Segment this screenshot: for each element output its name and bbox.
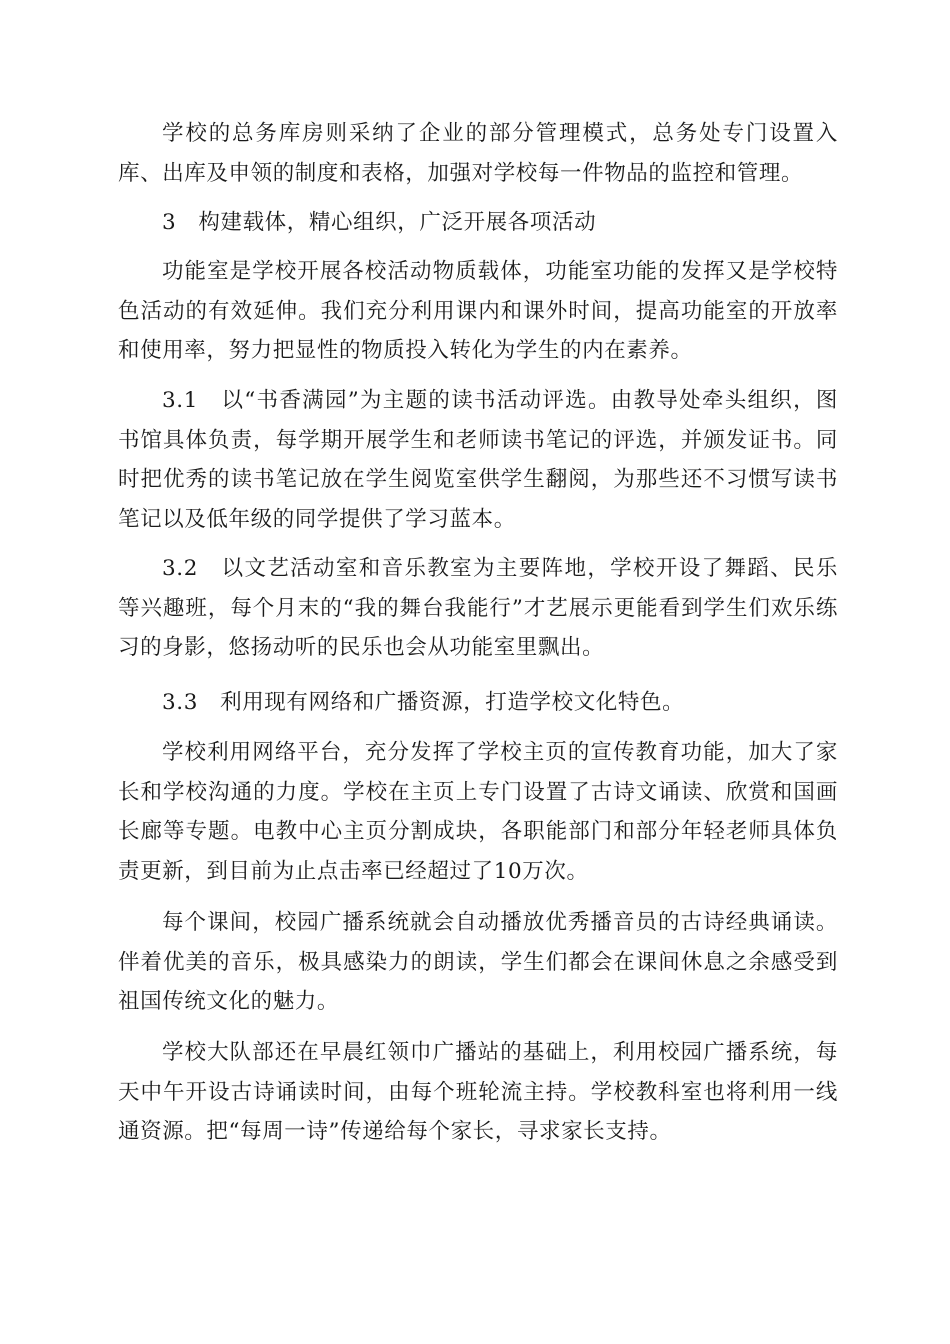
paragraph-network-platform: 学校利用网络平台，充分发挥了学校主页的宣传教育功能，加大了家长和学校沟通的力度。学校在主页上专门设置了古诗文诵读、欣赏和国画长廊等专题。电教中心主页分割成块，各职能部门和部分年轻老师具体负责更新，到目前为止点击率已经超过了10万次。 (118, 740, 838, 884)
paragraph-brigade-broadcast: 学校大队部还在早晨红领巾广播站的基础上，利用校园广播系统，每天中午开设古诗诵读时间，由每个班轮流主持。学校教科室也将利用一线通资源。把“每周一诗”传递给每个家长，寻求家长支持。 (118, 1040, 838, 1144)
section-heading-3: 3 构建载体，精心组织，广泛开展各项活动 (162, 210, 597, 235)
paragraph-campus-broadcast: 每个课间，校园广播系统就会自动播放优秀播音员的古诗经典诵读。伴着优美的音乐，极具感染力的朗读，学生们都会在课间休息之余感受到祖国传统文化的魅力。 (118, 910, 838, 1014)
section-heading-3-3: 3.3 利用现有网络和广播资源，打造学校文化特色。 (162, 690, 685, 715)
paragraph-3-2-arts-activity: 3.2 以文艺活动室和音乐教室为主要阵地，学校开设了舞蹈、民乐等兴趣班，每个月末的“我的舞台我能行”才艺展示更能看到学生们欢乐练习的身影，悠扬动听的民乐也会从功能室里飘出。 (118, 556, 838, 660)
paragraph-function-rooms: 功能室是学校开展各校活动物质载体，功能室功能的发挥又是学校特色活动的有效延伸。我们充分利用课内和课外时间，提高功能室的开放率和使用率，努力把显性的物质投入转化为学生的内在素养。 (118, 259, 838, 363)
paragraph-warehouse-management: 学校的总务库房则采纳了企业的部分管理模式，总务处专门设置入库、出库及申领的制度和表格，加强对学校每一件物品的监控和管理。 (118, 121, 838, 186)
paragraph-3-1-reading-activity: 3.1 以“书香满园”为主题的读书活动评选。由教导处牵头组织，图书馆具体负责，每学期开展学生和老师读书笔记的评选，并颁发证书。同时把优秀的读书笔记放在学生阅览室供学生翻阅，为那些还不习惯写读书笔记以及低年级的同学提供了学习蓝本。 (118, 388, 838, 532)
